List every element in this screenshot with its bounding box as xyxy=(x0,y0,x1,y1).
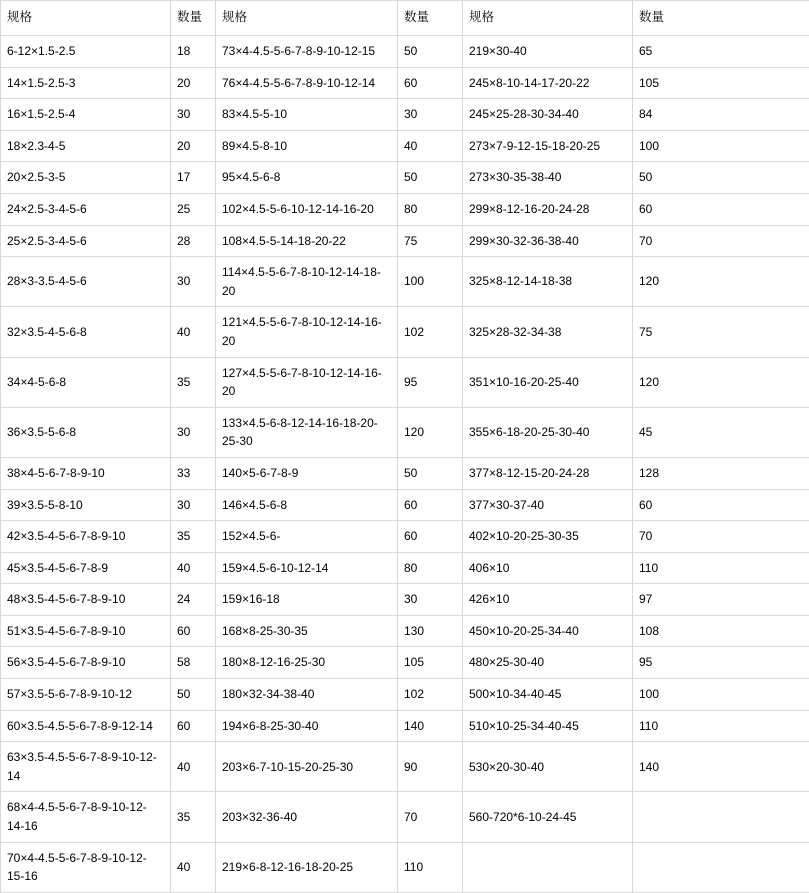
cell-qty-3: 128 xyxy=(633,457,809,489)
cell-spec-3: 450×10-20-25-34-40 xyxy=(463,615,633,647)
cell-qty-2: 100 xyxy=(398,257,463,307)
cell-spec-1: 39×3.5-5-8-10 xyxy=(1,489,171,521)
cell-qty-1: 35 xyxy=(171,792,216,842)
cell-qty-3 xyxy=(633,842,809,892)
cell-spec-2: 76×4-4.5-5-6-7-8-9-10-12-14 xyxy=(216,67,398,99)
cell-qty-2: 60 xyxy=(398,521,463,553)
cell-qty-3: 70 xyxy=(633,521,809,553)
table-row xyxy=(1,130,809,162)
table-row xyxy=(1,457,809,489)
cell-spec-1: 14×1.5-2.5-3 xyxy=(1,67,171,99)
cell-spec-3: 219×30-40 xyxy=(463,36,633,68)
cell-spec-2: 95×4.5-6-8 xyxy=(216,162,398,194)
cell-spec-2: 219×6-8-12-16-18-20-25 xyxy=(216,842,398,892)
table-row xyxy=(1,489,809,521)
cell-qty-2: 105 xyxy=(398,647,463,679)
cell-qty-3: 100 xyxy=(633,679,809,711)
column-header-spec-2: 规格 xyxy=(216,1,398,36)
cell-qty-1: 28 xyxy=(171,225,216,257)
cell-spec-1: 24×2.5-3-4-5-6 xyxy=(1,193,171,225)
cell-spec-2: 159×4.5-6-10-12-14 xyxy=(216,552,398,584)
cell-qty-2: 30 xyxy=(398,584,463,616)
cell-qty-3: 97 xyxy=(633,584,809,616)
cell-qty-1: 30 xyxy=(171,257,216,307)
cell-spec-3: 325×28-32-34-38 xyxy=(463,307,633,357)
cell-qty-3: 60 xyxy=(633,193,809,225)
table-row xyxy=(1,99,809,131)
table-row xyxy=(1,742,809,792)
cell-spec-1: 45×3.5-4-5-6-7-8-9 xyxy=(1,552,171,584)
cell-spec-1: 57×3.5-5-6-7-8-9-10-12 xyxy=(1,679,171,711)
cell-spec-1: 6-12×1.5-2.5 xyxy=(1,36,171,68)
table-header xyxy=(1,1,809,36)
cell-qty-1: 40 xyxy=(171,307,216,357)
cell-qty-3: 60 xyxy=(633,489,809,521)
column-header-spec-1: 规格 xyxy=(1,1,171,36)
cell-qty-3: 110 xyxy=(633,552,809,584)
cell-qty-2: 30 xyxy=(398,99,463,131)
cell-spec-1: 16×1.5-2.5-4 xyxy=(1,99,171,131)
cell-spec-3: 402×10-20-25-30-35 xyxy=(463,521,633,553)
cell-spec-1: 28×3-3.5-4-5-6 xyxy=(1,257,171,307)
cell-qty-1: 20 xyxy=(171,130,216,162)
cell-qty-2: 60 xyxy=(398,489,463,521)
table-row xyxy=(1,584,809,616)
cell-spec-3: 299×8-12-16-20-24-28 xyxy=(463,193,633,225)
cell-qty-1: 33 xyxy=(171,457,216,489)
cell-qty-2: 75 xyxy=(398,225,463,257)
cell-spec-2: 83×4.5-5-10 xyxy=(216,99,398,131)
cell-qty-1: 58 xyxy=(171,647,216,679)
cell-spec-3: 530×20-30-40 xyxy=(463,742,633,792)
cell-qty-1: 30 xyxy=(171,99,216,131)
cell-spec-2: 121×4.5-5-6-7-8-10-12-14-16-20 xyxy=(216,307,398,357)
table-row xyxy=(1,521,809,553)
cell-qty-1: 35 xyxy=(171,357,216,407)
cell-spec-1: 56×3.5-4-5-6-7-8-9-10 xyxy=(1,647,171,679)
table-row xyxy=(1,552,809,584)
cell-qty-2: 95 xyxy=(398,357,463,407)
cell-qty-3: 108 xyxy=(633,615,809,647)
column-header-qty-2: 数量 xyxy=(398,1,463,36)
cell-qty-2: 80 xyxy=(398,193,463,225)
cell-qty-3: 45 xyxy=(633,407,809,457)
cell-qty-2: 50 xyxy=(398,457,463,489)
cell-qty-2: 110 xyxy=(398,842,463,892)
table-row xyxy=(1,193,809,225)
cell-spec-3: 377×8-12-15-20-24-28 xyxy=(463,457,633,489)
cell-qty-2: 90 xyxy=(398,742,463,792)
cell-qty-3: 110 xyxy=(633,710,809,742)
cell-qty-1: 24 xyxy=(171,584,216,616)
cell-qty-3 xyxy=(633,792,809,842)
cell-spec-1: 25×2.5-3-4-5-6 xyxy=(1,225,171,257)
cell-qty-2: 120 xyxy=(398,407,463,457)
cell-spec-3: 245×25-28-30-34-40 xyxy=(463,99,633,131)
cell-spec-2: 73×4-4.5-5-6-7-8-9-10-12-15 xyxy=(216,36,398,68)
cell-spec-1: 20×2.5-3-5 xyxy=(1,162,171,194)
cell-spec-2: 146×4.5-6-8 xyxy=(216,489,398,521)
cell-spec-1: 68×4-4.5-5-6-7-8-9-10-12-14-16 xyxy=(1,792,171,842)
cell-qty-1: 60 xyxy=(171,710,216,742)
cell-spec-1: 42×3.5-4-5-6-7-8-9-10 xyxy=(1,521,171,553)
cell-spec-3: 510×10-25-34-40-45 xyxy=(463,710,633,742)
cell-spec-3: 299×30-32-36-38-40 xyxy=(463,225,633,257)
cell-qty-1: 60 xyxy=(171,615,216,647)
cell-spec-3: 355×6-18-20-25-30-40 xyxy=(463,407,633,457)
cell-spec-3: 406×10 xyxy=(463,552,633,584)
table-row xyxy=(1,710,809,742)
cell-qty-2: 80 xyxy=(398,552,463,584)
cell-spec-1: 34×4-5-6-8 xyxy=(1,357,171,407)
cell-spec-2: 133×4.5-6-8-12-14-16-18-20-25-30 xyxy=(216,407,398,457)
cell-qty-3: 140 xyxy=(633,742,809,792)
table-row xyxy=(1,647,809,679)
cell-qty-2: 40 xyxy=(398,130,463,162)
table-row xyxy=(1,842,809,892)
cell-spec-3: 500×10-34-40-45 xyxy=(463,679,633,711)
cell-qty-3: 65 xyxy=(633,36,809,68)
cell-spec-1: 36×3.5-5-6-8 xyxy=(1,407,171,457)
cell-qty-3: 120 xyxy=(633,257,809,307)
cell-spec-1: 32×3.5-4-5-6-8 xyxy=(1,307,171,357)
cell-qty-3: 100 xyxy=(633,130,809,162)
cell-spec-2: 159×16-18 xyxy=(216,584,398,616)
cell-spec-3: 273×30-35-38-40 xyxy=(463,162,633,194)
cell-spec-2: 152×4.5-6- xyxy=(216,521,398,553)
cell-spec-1: 51×3.5-4-5-6-7-8-9-10 xyxy=(1,615,171,647)
cell-qty-3: 50 xyxy=(633,162,809,194)
table-body xyxy=(1,36,809,893)
cell-spec-1: 18×2.3-4-5 xyxy=(1,130,171,162)
cell-qty-2: 50 xyxy=(398,162,463,194)
cell-qty-1: 40 xyxy=(171,742,216,792)
cell-qty-2: 60 xyxy=(398,67,463,99)
cell-spec-3: 560-720*6-10-24-45 xyxy=(463,792,633,842)
column-header-qty-3: 数量 xyxy=(633,1,809,36)
cell-qty-2: 140 xyxy=(398,710,463,742)
cell-spec-2: 203×32-36-40 xyxy=(216,792,398,842)
cell-qty-2: 50 xyxy=(398,36,463,68)
cell-qty-1: 25 xyxy=(171,193,216,225)
cell-spec-1: 63×3.5-4.5-5-6-7-8-9-10-12-14 xyxy=(1,742,171,792)
cell-spec-2: 108×4.5-5-14-18-20-22 xyxy=(216,225,398,257)
cell-qty-1: 30 xyxy=(171,407,216,457)
cell-spec-2: 194×6-8-25-30-40 xyxy=(216,710,398,742)
table-row xyxy=(1,792,809,842)
cell-qty-2: 130 xyxy=(398,615,463,647)
cell-qty-1: 35 xyxy=(171,521,216,553)
table-row xyxy=(1,36,809,68)
cell-spec-2: 180×32-34-38-40 xyxy=(216,679,398,711)
cell-spec-3: 273×7-9-12-15-18-20-25 xyxy=(463,130,633,162)
table-row xyxy=(1,407,809,457)
cell-qty-3: 70 xyxy=(633,225,809,257)
cell-qty-2: 102 xyxy=(398,307,463,357)
cell-qty-3: 84 xyxy=(633,99,809,131)
table-row xyxy=(1,225,809,257)
cell-spec-2: 127×4.5-5-6-7-8-10-12-14-16-20 xyxy=(216,357,398,407)
cell-qty-2: 70 xyxy=(398,792,463,842)
cell-spec-1: 48×3.5-4-5-6-7-8-9-10 xyxy=(1,584,171,616)
table-row xyxy=(1,307,809,357)
cell-spec-3: 426×10 xyxy=(463,584,633,616)
table-header-row xyxy=(1,1,809,36)
cell-spec-2: 203×6-7-10-15-20-25-30 xyxy=(216,742,398,792)
cell-spec-2: 102×4.5-5-6-10-12-14-16-20 xyxy=(216,193,398,225)
cell-spec-3: 377×30-37-40 xyxy=(463,489,633,521)
table-row xyxy=(1,679,809,711)
table-row xyxy=(1,357,809,407)
cell-spec-3: 245×8-10-14-17-20-22 xyxy=(463,67,633,99)
table-row xyxy=(1,257,809,307)
cell-spec-2: 140×5-6-7-8-9 xyxy=(216,457,398,489)
cell-spec-3: 351×10-16-20-25-40 xyxy=(463,357,633,407)
cell-qty-1: 20 xyxy=(171,67,216,99)
cell-qty-1: 17 xyxy=(171,162,216,194)
table-row xyxy=(1,67,809,99)
cell-qty-1: 40 xyxy=(171,552,216,584)
cell-spec-2: 114×4.5-5-6-7-8-10-12-14-18-20 xyxy=(216,257,398,307)
cell-qty-1: 18 xyxy=(171,36,216,68)
cell-qty-3: 105 xyxy=(633,67,809,99)
cell-qty-3: 95 xyxy=(633,647,809,679)
column-header-spec-3: 规格 xyxy=(463,1,633,36)
cell-qty-1: 40 xyxy=(171,842,216,892)
cell-qty-1: 30 xyxy=(171,489,216,521)
cell-spec-1: 70×4-4.5-5-6-7-8-9-10-12-15-16 xyxy=(1,842,171,892)
cell-qty-3: 75 xyxy=(633,307,809,357)
cell-spec-3: 325×8-12-14-18-38 xyxy=(463,257,633,307)
cell-spec-2: 180×8-12-16-25-30 xyxy=(216,647,398,679)
cell-spec-2: 168×8-25-30-35 xyxy=(216,615,398,647)
cell-spec-1: 60×3.5-4.5-5-6-7-8-9-12-14 xyxy=(1,710,171,742)
cell-spec-1: 38×4-5-6-7-8-9-10 xyxy=(1,457,171,489)
cell-qty-1: 50 xyxy=(171,679,216,711)
table-row xyxy=(1,162,809,194)
cell-spec-3: 480×25-30-40 xyxy=(463,647,633,679)
cell-qty-3: 120 xyxy=(633,357,809,407)
column-header-qty-1: 数量 xyxy=(171,1,216,36)
cell-spec-3 xyxy=(463,842,633,892)
cell-spec-2: 89×4.5-8-10 xyxy=(216,130,398,162)
table-row xyxy=(1,615,809,647)
cell-qty-2: 102 xyxy=(398,679,463,711)
